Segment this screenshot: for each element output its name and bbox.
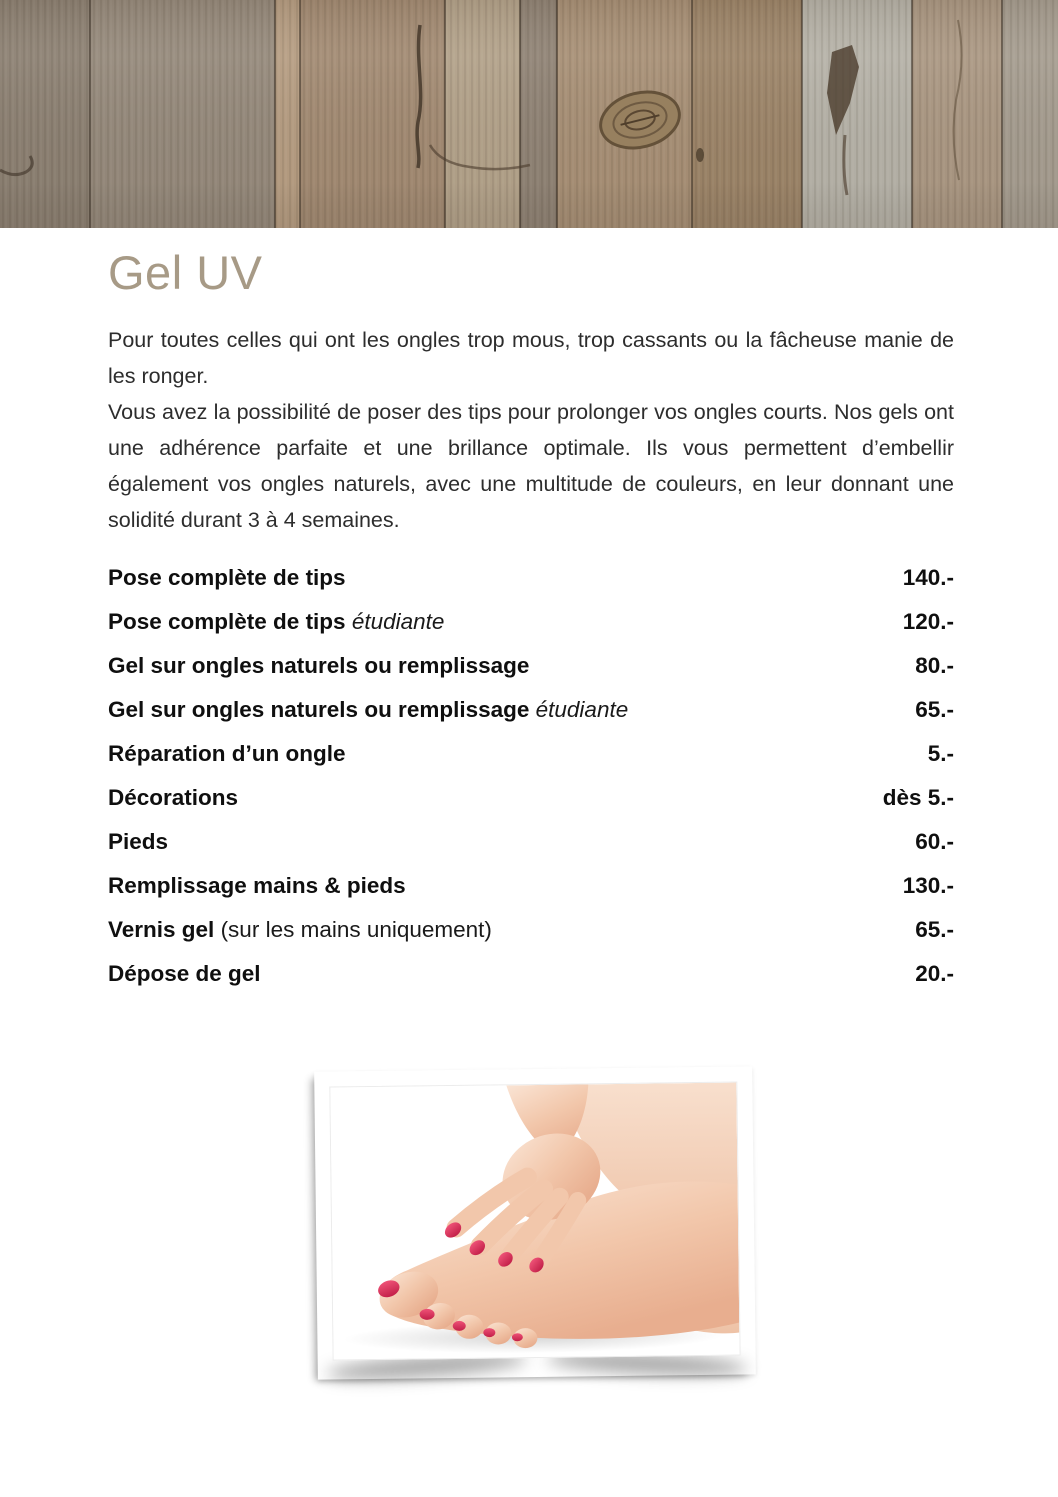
photo-frame	[314, 1066, 756, 1379]
service-price: 130.-	[902, 873, 954, 899]
service-name: Gel sur ongles naturels ou remplissage étudiante	[108, 697, 629, 723]
service-price: 5.-	[927, 741, 954, 767]
service-name: Pose complète de tips	[108, 565, 346, 591]
intro-paragraph-2: Vous avez la possibilité de poser des tips pour prolonger vos ongles courts. Nos gels ont une adhérence parfaite et une brillance optimale. Ils vous permettent d’embellir également vos ongles naturels, avec une multitude de couleurs, en leur donnant une solidité durant 3 à 4 semaines.	[108, 400, 954, 533]
service-name: Dépose de gel	[108, 961, 261, 987]
price-row	[108, 785, 954, 829]
price-list	[108, 565, 954, 1005]
service-name: Remplissage mains & pieds	[108, 873, 406, 899]
service-price: 20.-	[915, 961, 954, 987]
price-row	[108, 873, 954, 917]
feet-and-hand-red-nails-photo	[330, 1083, 739, 1360]
service-name: Décorations	[108, 785, 239, 811]
page-content	[108, 228, 954, 1005]
intro-paragraph-1: Pour toutes celles qui ont les ongles trop mous, trop cassants ou la fâcheuse manie de les ronger.	[108, 328, 954, 389]
service-name: Gel sur ongles naturels ou remplissage	[108, 653, 530, 679]
service-name: Réparation d’un ongle	[108, 741, 346, 767]
price-row	[108, 565, 954, 609]
intro-text	[108, 322, 954, 538]
photo-inner-border	[329, 1082, 740, 1361]
price-row	[108, 961, 954, 1005]
service-price: 65.-	[915, 917, 954, 943]
price-row	[108, 653, 954, 697]
service-price: dès 5.-	[882, 785, 954, 811]
price-row	[108, 829, 954, 873]
price-row	[108, 609, 954, 653]
service-note: étudiante	[345, 609, 445, 635]
wood-texture-image	[0, 0, 1058, 228]
service-price: 65.-	[915, 697, 954, 723]
price-row	[108, 697, 954, 741]
service-price: 60.-	[915, 829, 954, 855]
service-note: (sur les mains uniquement)	[214, 917, 492, 943]
service-name: Pieds	[108, 829, 169, 855]
service-price: 140.-	[902, 565, 954, 591]
service-name: Pose complète de tips étudiante	[108, 609, 445, 635]
header-banner	[0, 0, 1058, 228]
price-row	[108, 741, 954, 785]
service-note: étudiante	[529, 697, 629, 723]
price-row	[108, 917, 954, 961]
service-name: Vernis gel (sur les mains uniquement)	[108, 917, 492, 943]
service-price: 80.-	[915, 653, 954, 679]
page-title: Gel UV	[108, 246, 263, 299]
service-price: 120.-	[902, 609, 954, 635]
